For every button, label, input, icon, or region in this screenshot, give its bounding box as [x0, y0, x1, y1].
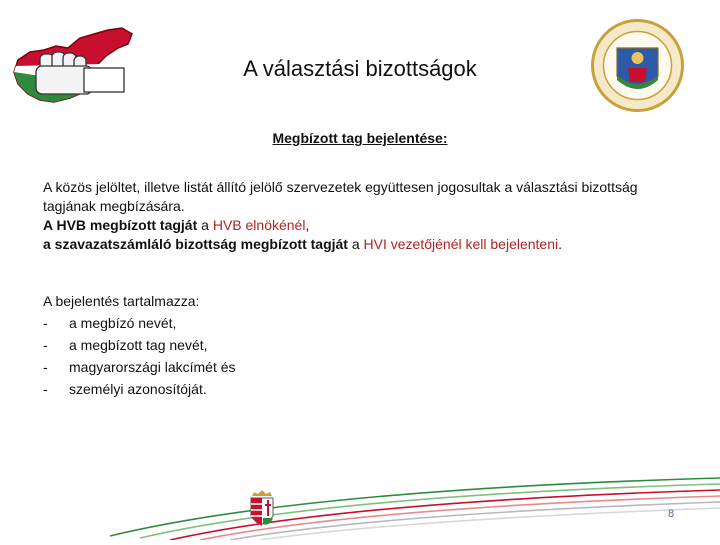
slide-title: A választási bizottságok	[243, 56, 477, 81]
requirements-list	[43, 290, 683, 400]
list-intro: A bejelentés tartalmazza:	[43, 293, 200, 309]
footer-decoration	[0, 470, 720, 540]
paragraph-hvb	[43, 216, 683, 235]
list-item-text: személyi azonosítóját.	[69, 381, 207, 397]
szsz-mid-text: a	[347, 236, 364, 252]
list-item	[43, 334, 683, 356]
slide-body	[43, 178, 683, 254]
paragraph-intro: A közös jelöltet, illetve listát állító jelölő szervezetek együttesen jogosultak a választási bizottság tagjának megbízására.	[43, 179, 638, 214]
list-item	[43, 312, 683, 334]
list-item-text: magyarországi lakcímét és	[69, 359, 236, 375]
hvb-mid-text: a	[197, 217, 213, 233]
slide-subtitle: Megbízott tag bejelentése:	[272, 130, 448, 146]
coat-of-arms-icon	[247, 488, 277, 534]
hvb-end-text: ,	[305, 217, 310, 233]
list-dash: -	[43, 381, 48, 397]
hvb-red-text: HVB elnökénél	[212, 217, 306, 233]
paragraph-szsz	[43, 235, 683, 254]
szsz-end-text: .	[558, 236, 563, 252]
list-dash: -	[43, 337, 48, 353]
szsz-bold-text: a szavazatszámláló bizottság megbízott tagját	[43, 236, 348, 252]
list-item-text: a megbízott tag nevét,	[69, 337, 208, 353]
list-item	[43, 356, 683, 378]
list-dash: -	[43, 359, 48, 375]
list-dash: -	[43, 315, 48, 331]
page-number: 8	[668, 508, 675, 520]
hvb-bold-text: A HVB megbízott tagját	[43, 217, 198, 233]
list-item	[43, 378, 683, 400]
szsz-red-text: HVI vezetőjénél kell bejelenteni	[363, 236, 559, 252]
list-item-text: a megbízó nevét,	[69, 315, 177, 331]
